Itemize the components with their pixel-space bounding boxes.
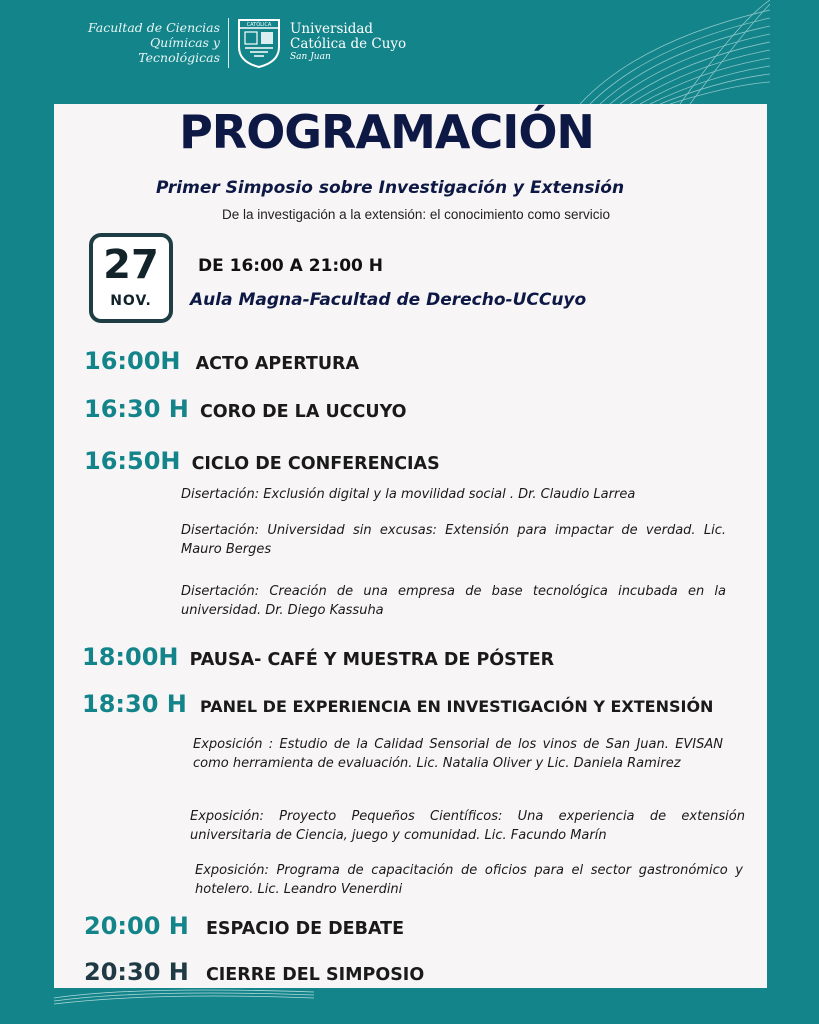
university-seal-logo xyxy=(236,17,282,69)
schedule-label: CIERRE DEL SIMPOSIO xyxy=(205,965,425,985)
panel-talk: Exposición: Programa de capacitación de oficios para el sector gastronómico y hotelero. Lic. Leandro Venerdini xyxy=(195,863,743,897)
schedule-time: 18:00H xyxy=(82,643,179,671)
schedule-time: 18:30 H xyxy=(82,690,187,718)
schedule-label: PAUSA- CAFÉ Y MUESTRA DE PÓSTER xyxy=(189,650,555,670)
date-day: 27 xyxy=(103,242,159,288)
header-divider xyxy=(228,18,229,68)
schedule-label: CORO DE LA UCCUYO xyxy=(199,402,407,422)
event-venue: Aula Magna-Facultad de Derecho-UCCuyo xyxy=(190,290,587,310)
schedule-item xyxy=(84,912,404,940)
page-title: PROGRAMACIÓN xyxy=(179,105,594,159)
event-hours: DE 16:00 A 21:00 H xyxy=(198,256,384,276)
schedule-time: 16:00H xyxy=(84,347,181,375)
date-badge xyxy=(89,233,173,323)
schedule-label: ACTO APERTURA xyxy=(195,354,360,374)
schedule-item xyxy=(82,643,554,671)
conference-talk: Disertación: Creación de una empresa de base tecnológica incubada en la universidad. Dr. Diego Kassuha xyxy=(181,584,726,618)
university-name: Universidad Católica de Cuyo San Juan xyxy=(290,21,407,62)
schedule-time: 20:30 H xyxy=(84,958,189,986)
panel-talk: Exposición : Estudio de la Calidad Sensorial de los vinos de San Juan. EVISAN como herramienta de evaluación. Lic. Natalia Oliver y Lic. Daniela Ramirez xyxy=(193,737,723,771)
schedule-time: 16:50H xyxy=(84,447,181,475)
svg-text:CATÓLICA: CATÓLICA xyxy=(246,22,272,28)
schedule-item xyxy=(84,395,407,423)
schedule-time: 16:30 H xyxy=(84,395,189,423)
date-month: NOV. xyxy=(110,293,152,309)
schedule-item xyxy=(84,447,440,475)
event-subtitle: Primer Simposio sobre Investigación y Extensión xyxy=(155,178,625,198)
header-band xyxy=(0,0,819,100)
schedule-item xyxy=(84,347,359,375)
decorative-waves-bottom xyxy=(54,978,314,1006)
faculty-name: Facultad de Ciencias Químicas y Tecnológicas xyxy=(87,20,220,65)
panel-talk: Exposición: Proyecto Pequeños Científicos: Una experiencia de extensión universitaria de Ciencia, juego y comunidad. Lic. Facundo Marín xyxy=(190,809,745,843)
conference-talk: Disertación: Exclusión digital y la movilidad social . Dr. Claudio Larrea xyxy=(181,487,636,502)
schedule-time: 20:00 H xyxy=(84,912,189,940)
schedule-label: CICLO DE CONFERENCIAS xyxy=(191,454,440,474)
decorative-waves xyxy=(580,0,770,104)
schedule-label: PANEL DE EXPERIENCIA EN INVESTIGACIÓN Y EXTENSIÓN xyxy=(199,697,714,716)
schedule-item xyxy=(82,690,713,718)
conference-talk: Disertación: Universidad sin excusas: Extensión para impactar de verdad. Lic. Mauro Berges xyxy=(181,523,726,557)
event-tagline: De la investigación a la extensión: el conocimiento como servicio xyxy=(222,207,610,222)
schedule-label: ESPACIO DE DEBATE xyxy=(205,919,405,939)
